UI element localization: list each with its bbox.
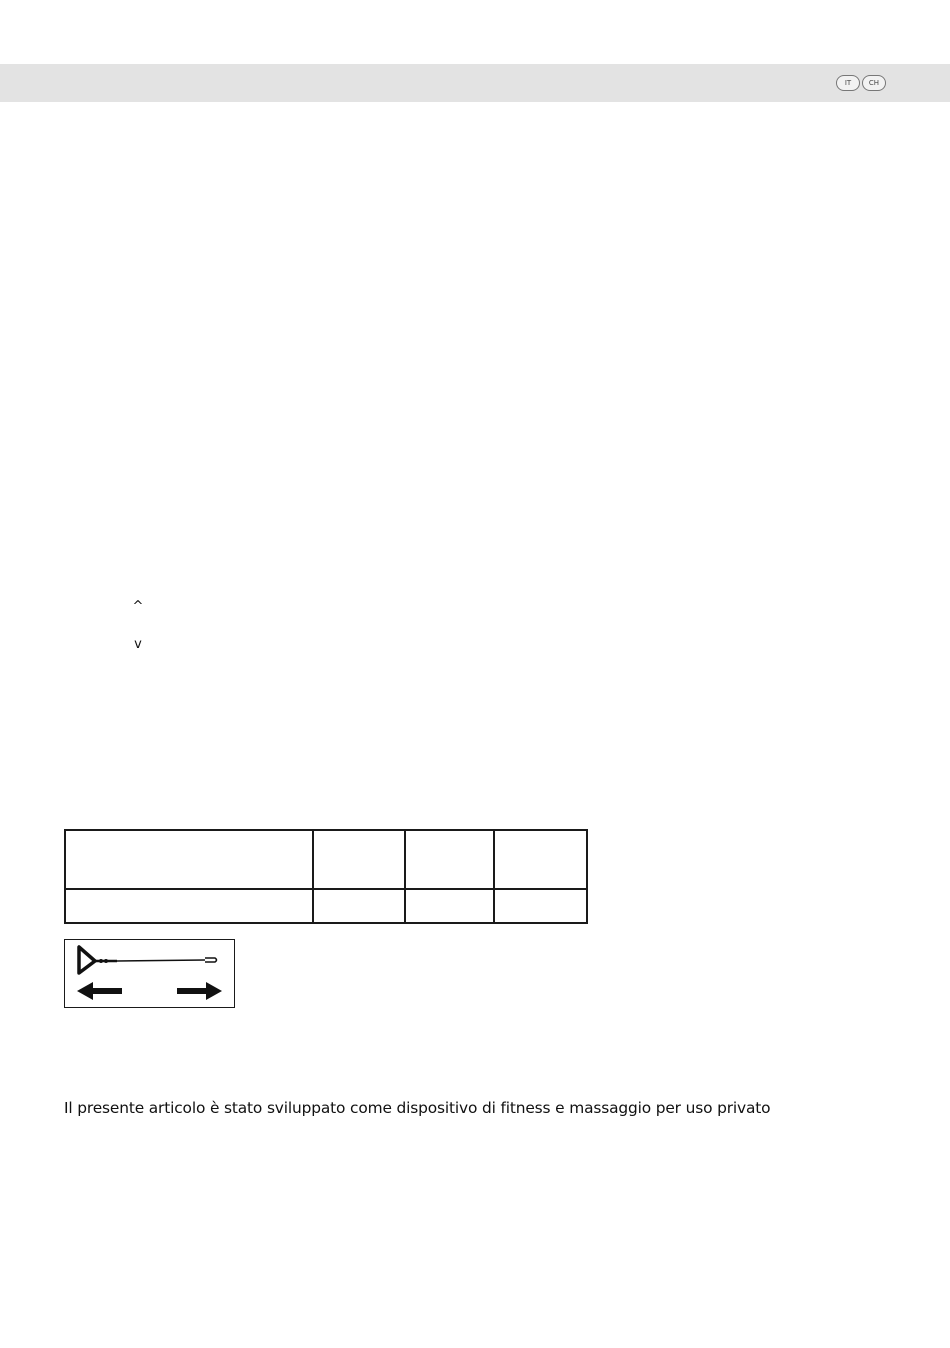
language-badge-ch: CH xyxy=(862,75,886,91)
spec-table xyxy=(64,829,588,924)
table-cell xyxy=(405,830,494,889)
table-header-row xyxy=(65,830,587,889)
arrow-left-icon xyxy=(77,982,122,1000)
table-cell xyxy=(65,889,313,923)
caret-up-symbol: ^ xyxy=(132,599,144,614)
table-cell xyxy=(65,830,313,889)
table-row xyxy=(65,889,587,923)
caret-down-symbol: v xyxy=(134,637,142,652)
language-badges xyxy=(836,75,886,91)
table-cell xyxy=(494,830,587,889)
header-band xyxy=(0,64,950,102)
arrow-right-icon xyxy=(177,982,222,1000)
resistance-band-with-handle-icon xyxy=(65,940,233,1006)
expander-illustration xyxy=(64,939,235,1008)
table-cell xyxy=(494,889,587,923)
table-cell xyxy=(405,889,494,923)
language-badge-it: IT xyxy=(836,75,860,91)
table-cell xyxy=(313,889,405,923)
intro-paragraph: Il presente articolo è stato sviluppato come dispositivo di fitness e massaggio per uso privato xyxy=(64,1099,771,1117)
table-cell xyxy=(313,830,405,889)
